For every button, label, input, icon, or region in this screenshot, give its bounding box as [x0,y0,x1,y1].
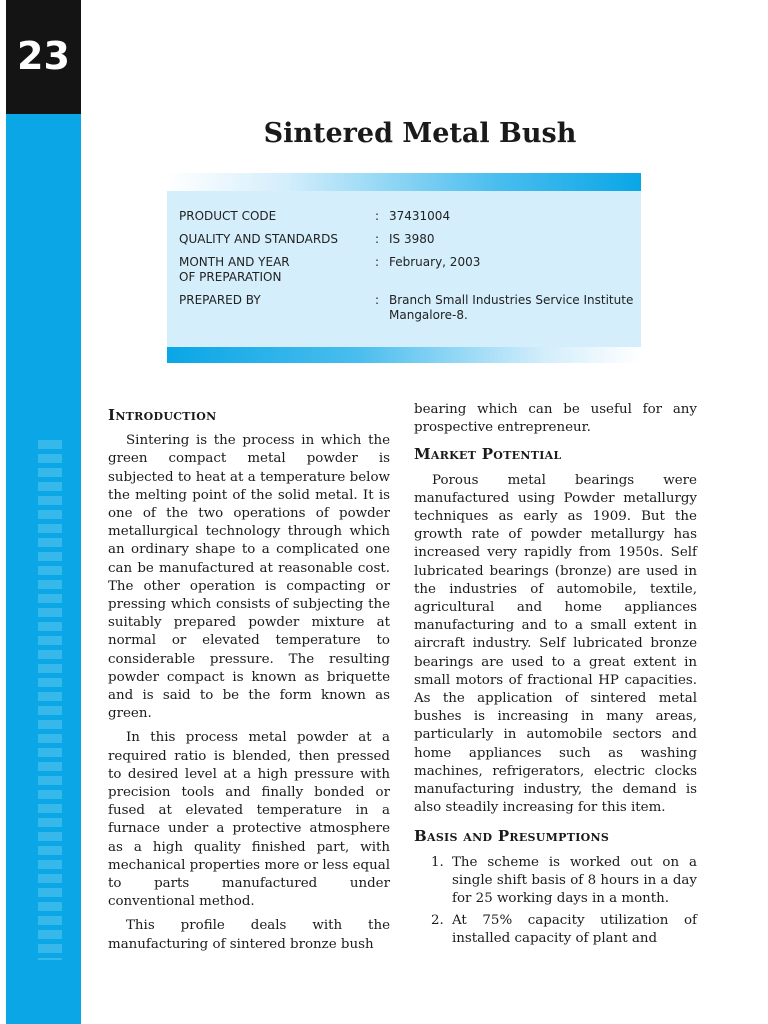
info-label: PRODUCT CODE [179,209,277,223]
info-value: 37431004 [389,209,451,223]
info-colon: : [375,293,380,307]
chapter-number: 23 [6,0,81,114]
info-colon: : [375,232,380,246]
info-colon: : [375,209,380,223]
left-column [108,406,390,960]
basis-list [414,854,697,949]
info-value [389,293,649,323]
intro-paragraph: This profile deals with the manufacturing of sintered bronze bush [108,918,390,952]
product-info-panel [167,173,641,363]
list-item: 2. At 75% capacity utilization of installed capacity of plant and [448,912,697,948]
info-label-line: MONTH AND YEAR [179,255,290,269]
info-label-line: OF PREPARATION [179,270,282,284]
section-heading-market-potential: Market Potential [414,445,562,464]
section-heading-introduction: Introduction [108,406,217,424]
section-heading-basis: Basis and Presumptions [414,827,610,846]
intro-paragraph: In this process metal powder at a required ratio is blended, then pressed to desired level at a high pressure with precision tools and finally bonded or fused at elevated temperature in a furnace under a protective atmosphere as a high quality finished part, with mechanical properties more or less equal to parts manufactured under conventional method. [108,730,390,910]
info-value: IS 3980 [389,232,435,246]
side-decorative-stripe [38,440,62,960]
list-item: 1. The scheme is worked out on a single shift basis of 8 hours in a day for 25 working days in a month. [448,854,697,909]
info-colon: : [375,255,380,269]
info-value: February, 2003 [389,255,481,269]
info-label: QUALITY AND STANDARDS [179,232,339,246]
intro-continuation: bearing which can be useful for any prospective entrepreneur. [414,402,697,436]
page-title: Sintered Metal Bush [263,118,577,149]
info-panel-bottom-band [167,347,641,363]
info-value-line: Branch Small Industries Service Institute [389,293,634,307]
intro-paragraph: Sintering is the process in which the green compact metal powder is subjected to heat at a temperature below the melting point of the solid metal. It is one of the two operations of powder metallurgical technology through which an ordinary shape to a complicated one can be manufactured at reasonable cost. The other operation is compacting or pressing which consists of subjecting the suitably prepared powder mixture at normal or elevated temperature to considerable pressure. The resulting powder compact is known as briquette and is said to be the form known as green. [108,433,390,722]
info-label [179,255,359,285]
market-paragraph: Porous metal bearings were manufactured using Powder metallurgy techniques as early as 1909. But the growth rate of powder metallurgy has increased very rapidly from 1950s. Self lubricated bearings (bronze) are used in the industries of automobile, textile, agricultural and home appliances manufacturing and to a small extent in aircraft industry. Self lubricated bronze bearings are used to a great extent in small motors of fractional HP capacities. As the application of sintered metal bushes is increasing in many areas, particularly in automobile sectors and home appliances such as washing machines, refrigerators, electric clocks manufacturing industry, the demand is also steadily increasing for this item. [414,472,697,816]
info-panel-top-band [167,173,641,191]
info-label: PREPARED BY [179,293,261,307]
info-value-line: Mangalore-8. [389,308,468,322]
right-column [414,401,697,953]
